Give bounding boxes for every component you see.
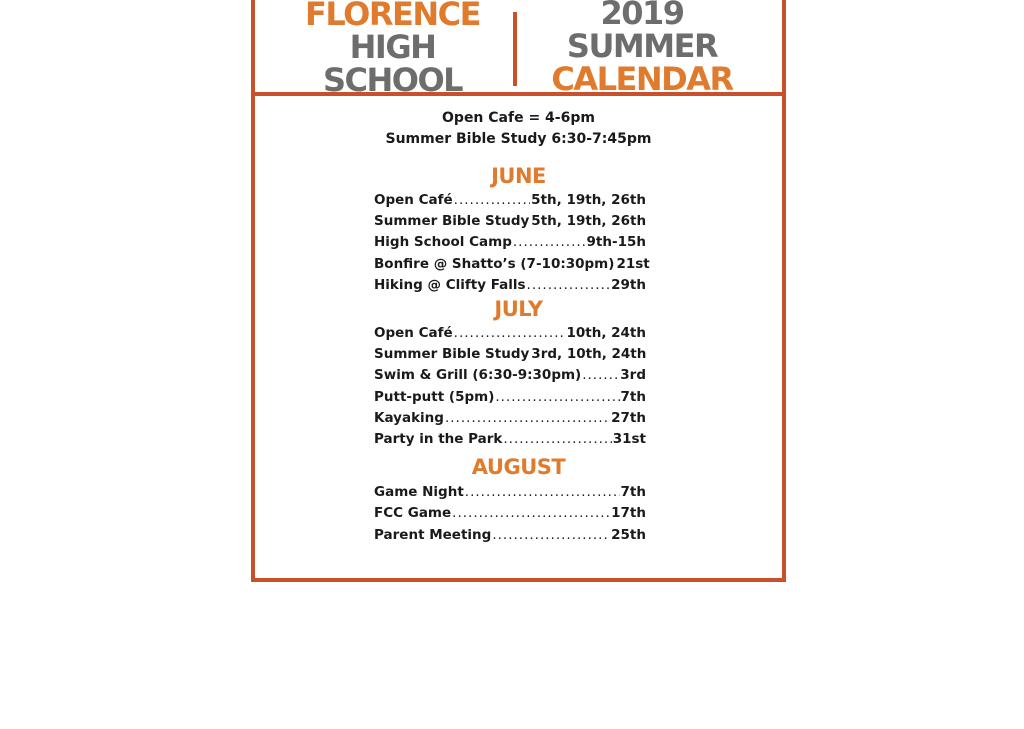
- event-row: [374, 190, 646, 211]
- dot-leader: [503, 429, 611, 450]
- event-row: [374, 211, 646, 232]
- event-label: Summer Bible Study: [374, 213, 530, 230]
- event-row: [374, 365, 646, 386]
- event-date: 27th: [611, 409, 646, 426]
- event-row: [374, 254, 650, 275]
- header-divider: [513, 12, 517, 86]
- school-name-line2: HIGH SCHOOL: [322, 27, 463, 99]
- event-row: [374, 503, 646, 524]
- month-heading-july: JULY: [494, 297, 543, 322]
- event-row: [374, 408, 646, 429]
- event-date: 9th-15h: [586, 234, 646, 251]
- event-label: Game Night: [374, 484, 464, 501]
- event-date: 7th: [620, 484, 646, 501]
- month-heading-august: AUGUST: [471, 455, 566, 480]
- event-date: 7th: [620, 388, 646, 405]
- calendar-flyer: [251, 0, 786, 582]
- intro-open-cafe: Open Cafe = 4-6pm: [442, 110, 595, 126]
- event-label: High School Camp: [374, 234, 512, 251]
- event-label: Summer Bible Study: [374, 346, 530, 363]
- event-row: [374, 429, 646, 450]
- dot-leader: [513, 232, 586, 253]
- events-list-august: [374, 482, 646, 546]
- event-date: 5th, 19th, 26th: [531, 192, 646, 208]
- event-date: 5th, 19th, 26th: [531, 213, 647, 230]
- dot-leader: [495, 387, 619, 408]
- flyer-header: [255, 0, 782, 99]
- calendar-title: [527, 0, 757, 96]
- dot-leader: [445, 408, 610, 429]
- event-row: [374, 323, 646, 344]
- dot-leader: [454, 190, 531, 211]
- event-date: 3rd: [620, 367, 646, 384]
- event-label: Open Café: [374, 325, 453, 342]
- calendar-title-line2: CALENDAR: [551, 59, 733, 98]
- school-name: [280, 0, 505, 97]
- events-list-june: [374, 190, 650, 296]
- event-date: 21st: [616, 255, 650, 272]
- dot-leader: [492, 525, 610, 546]
- event-label: Kayaking: [374, 409, 444, 426]
- intro-bible-study: Summer Bible Study 6:30-7:45pm: [385, 131, 652, 147]
- event-row: [374, 232, 646, 253]
- event-date: 3rd, 10th, 24th: [531, 346, 647, 363]
- event-label: Bonfire @ Shatto’s (7-10:30pm): [374, 255, 615, 272]
- event-date: 10th, 24th: [566, 325, 646, 342]
- event-row: [374, 387, 646, 408]
- event-label: Party in the Park: [374, 431, 503, 448]
- calendar-title-line1: 2019 SUMMER: [566, 0, 718, 65]
- event-label: Putt-putt (5pm): [374, 388, 495, 405]
- dot-leader: [454, 323, 566, 344]
- intro-notes: [255, 108, 782, 150]
- event-row: [374, 275, 646, 296]
- event-date: 29th: [611, 276, 646, 293]
- dot-leader: [582, 365, 619, 386]
- event-label: Open Café: [374, 192, 453, 208]
- event-date: 17th: [611, 505, 646, 522]
- dot-leader: [465, 482, 620, 503]
- event-date: 25th: [611, 526, 646, 543]
- dot-leader: [527, 275, 611, 296]
- dot-leader: [452, 503, 610, 524]
- event-label: Swim & Grill (6:30-9:30pm): [374, 367, 582, 384]
- event-label: FCC Game: [374, 505, 452, 522]
- event-row: [374, 525, 646, 546]
- event-label: Parent Meeting: [374, 526, 492, 543]
- event-date: 31st: [612, 431, 646, 448]
- event-row: [374, 344, 646, 365]
- event-label: Hiking @ Clifty Falls: [374, 276, 526, 293]
- events-list-july: [374, 323, 646, 450]
- event-row: [374, 482, 646, 503]
- school-name-line1: FLORENCE: [305, 0, 480, 33]
- month-heading-june: JUNE: [491, 164, 546, 188]
